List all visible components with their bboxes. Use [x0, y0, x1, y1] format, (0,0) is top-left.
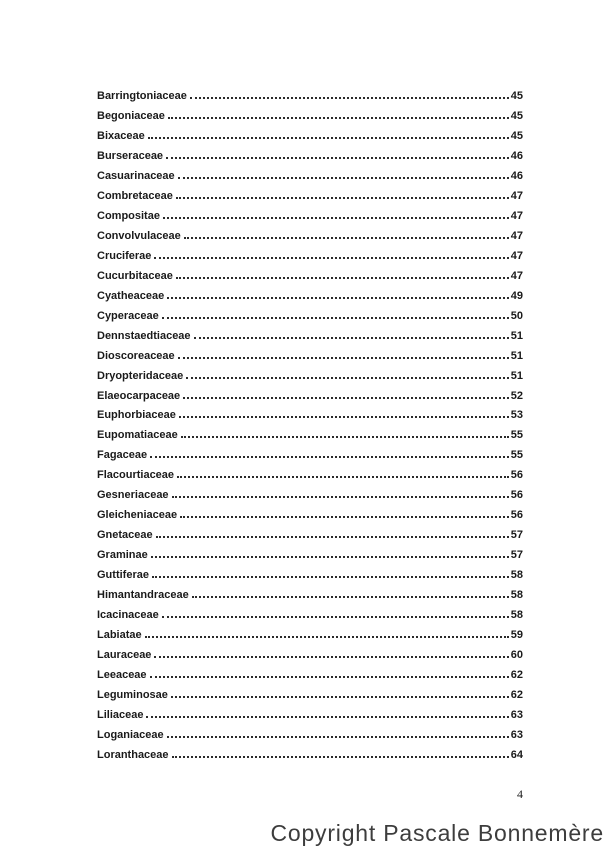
toc-entry — [97, 482, 523, 502]
toc-entry-page: 57 — [510, 549, 523, 562]
toc-leader-dots — [167, 297, 508, 299]
toc-entry-name: Leguminosae — [97, 689, 168, 702]
toc-leader-dots — [177, 476, 509, 478]
toc-entry-name: Icacinaceae — [97, 609, 159, 622]
toc-entry — [97, 143, 523, 163]
toc-entry — [97, 123, 523, 143]
toc-entry — [97, 442, 523, 462]
toc-entry-page: 62 — [510, 669, 523, 682]
toc-entry — [97, 163, 523, 183]
toc-entry-page: 56 — [510, 489, 523, 502]
toc-entry-page: 45 — [510, 109, 523, 122]
toc-entry — [97, 662, 523, 682]
toc-leader-dots — [168, 117, 509, 119]
toc-entry — [97, 283, 523, 303]
toc-leader-dots — [184, 237, 509, 239]
toc-entry — [97, 622, 523, 642]
toc-entry-page: 45 — [510, 129, 523, 142]
toc-entry-name: Begoniaceae — [97, 109, 165, 122]
toc-leader-dots — [162, 616, 509, 618]
toc-entry — [97, 582, 523, 602]
toc-entry-page: 45 — [510, 89, 523, 102]
toc-entry-name: Gesneriaceae — [97, 489, 169, 502]
toc-leader-dots — [180, 516, 509, 518]
toc-entry-page: 62 — [510, 689, 523, 702]
toc-entry-name: Guttiferae — [97, 569, 149, 582]
toc-leader-dots — [176, 197, 509, 199]
toc-leader-dots — [172, 756, 509, 758]
toc-entry-name: Graminae — [97, 549, 148, 562]
toc-entry-name: Eupomatiaceae — [97, 429, 178, 442]
toc-entry-name: Euphorbiaceae — [97, 409, 176, 422]
toc-entry-name: Cruciferae — [97, 249, 152, 262]
toc-entry-page: 59 — [510, 629, 523, 642]
toc-leader-dots — [183, 397, 509, 399]
toc-leader-dots — [166, 157, 509, 159]
toc-entry-name: Fagaceae — [97, 449, 148, 462]
toc-entry — [97, 243, 523, 263]
toc-entry-page: 47 — [510, 229, 523, 242]
toc-entry-name: Gleicheniaceae — [97, 509, 178, 522]
toc-leader-dots — [154, 656, 508, 658]
toc-leader-dots — [190, 97, 509, 99]
toc-leader-dots — [192, 596, 509, 598]
toc-entry-page: 51 — [510, 349, 523, 362]
toc-entry-page: 46 — [510, 149, 523, 162]
toc-entry-page: 47 — [510, 209, 523, 222]
toc-entry-page: 49 — [510, 289, 523, 302]
toc-entry-page: 50 — [510, 309, 523, 322]
toc-entry-name: Convolvulaceae — [97, 229, 181, 242]
toc-entry-page: 51 — [510, 329, 523, 342]
toc-leader-dots — [150, 456, 509, 458]
toc-leader-dots — [156, 536, 509, 538]
toc-entry — [97, 103, 523, 123]
toc-leader-dots — [181, 436, 509, 438]
toc-entry-page: 64 — [510, 748, 523, 761]
toc-entry-name: Liliaceae — [97, 709, 144, 721]
toc-entry-name: Leeaceae — [97, 669, 147, 682]
toc-entry-name: Loranthaceae — [97, 748, 169, 761]
toc-entry-page: 57 — [510, 529, 523, 542]
toc-entry — [97, 642, 523, 662]
toc-entry-page: 47 — [510, 189, 523, 202]
toc-leader-dots — [151, 556, 509, 558]
toc-entry-page: 56 — [510, 509, 523, 522]
toc-entry-name: Cyperaceae — [97, 309, 159, 322]
copyright-watermark: Copyright Pascale Bonnemère — [270, 820, 604, 846]
toc-entry-name: Lauraceae — [97, 649, 152, 662]
toc-entry-name: Cyatheaceae — [97, 289, 165, 302]
page-number: 4 — [517, 787, 523, 801]
toc-leader-dots — [186, 377, 509, 379]
toc-leader-dots — [146, 716, 508, 718]
toc-entry-page: 58 — [510, 569, 523, 582]
toc-entry — [97, 263, 523, 283]
toc-entry — [97, 502, 523, 522]
toc-entry — [97, 602, 523, 622]
toc-entry-name: Dioscoreaceae — [97, 349, 175, 362]
toc-entry-page: 55 — [510, 449, 523, 462]
toc-entry-name: Burseraceae — [97, 149, 164, 162]
toc-entry-name: Combretaceae — [97, 189, 173, 202]
toc-entry — [97, 383, 523, 403]
toc-entry — [97, 742, 523, 762]
toc-entry-name: Himantandraceae — [97, 589, 189, 602]
toc-entry-page: 52 — [510, 389, 523, 402]
toc-leader-dots — [145, 636, 509, 638]
toc-leader-dots — [172, 496, 509, 498]
toc-entry-page: 53 — [510, 409, 523, 422]
toc-entry — [97, 203, 523, 223]
toc-entry-name: Gnetaceae — [97, 529, 153, 542]
toc-entry-page: 58 — [510, 609, 523, 622]
toc-leader-dots — [163, 217, 509, 219]
toc-entry — [97, 462, 523, 482]
toc-entry — [97, 562, 523, 582]
toc-entry-page: 56 — [510, 469, 523, 482]
toc-entry — [97, 83, 523, 103]
toc-entry-name: Bixaceae — [97, 129, 145, 142]
toc-entry — [97, 183, 523, 203]
toc-entry — [97, 323, 523, 343]
toc-leader-dots — [171, 696, 509, 698]
toc-entry-name: Elaeocarpaceae — [97, 389, 181, 402]
toc-entry-page: 47 — [510, 269, 523, 282]
toc-leader-dots — [150, 676, 509, 678]
toc-entry — [97, 403, 523, 423]
toc-entry-page: 47 — [510, 249, 523, 262]
toc-leader-dots — [179, 416, 509, 418]
toc-entry-page: 46 — [510, 169, 523, 182]
toc-entry — [97, 223, 523, 243]
toc-leader-dots — [152, 576, 509, 578]
toc-entry — [97, 343, 523, 363]
toc-entry-page: 58 — [510, 589, 523, 602]
toc-entry — [97, 303, 523, 323]
toc-entry-name: Cucurbitaceae — [97, 269, 173, 282]
toc-entry — [97, 422, 523, 442]
toc-entry-name: Compositae — [97, 209, 160, 222]
toc-entry — [97, 363, 523, 383]
toc-entry — [97, 722, 523, 742]
toc-entry-name: Loganiaceae — [97, 728, 164, 741]
toc-leader-dots — [167, 736, 509, 738]
toc-entry-page: 63 — [510, 728, 523, 741]
toc-leader-dots — [194, 337, 509, 339]
toc-entry — [97, 702, 523, 722]
toc-entry-name: Flacourtiaceae — [97, 469, 175, 482]
toc-leader-dots — [154, 257, 508, 259]
toc-entry-name: Labiatae — [97, 629, 142, 642]
toc-entry-name: Casuarinaceae — [97, 169, 175, 182]
toc-entry-name: Barringtoniaceae — [97, 89, 187, 102]
toc-entry — [97, 542, 523, 562]
toc-leader-dots — [178, 177, 509, 179]
toc-entry — [97, 522, 523, 542]
toc-entry-name: Dennstaedtiaceae — [97, 329, 191, 342]
toc-entry-page: 60 — [510, 649, 523, 662]
toc-entry — [97, 682, 523, 702]
toc-entry-name: Dryopteridaceae — [97, 369, 184, 382]
toc-leader-dots — [162, 317, 509, 319]
toc-leader-dots — [148, 137, 509, 139]
toc-entry-page: 55 — [510, 429, 523, 442]
table-of-contents — [97, 83, 523, 762]
toc-leader-dots — [176, 277, 509, 279]
toc-entry-page: 63 — [510, 709, 523, 721]
toc-leader-dots — [178, 357, 509, 359]
toc-entry-page: 51 — [510, 369, 523, 382]
